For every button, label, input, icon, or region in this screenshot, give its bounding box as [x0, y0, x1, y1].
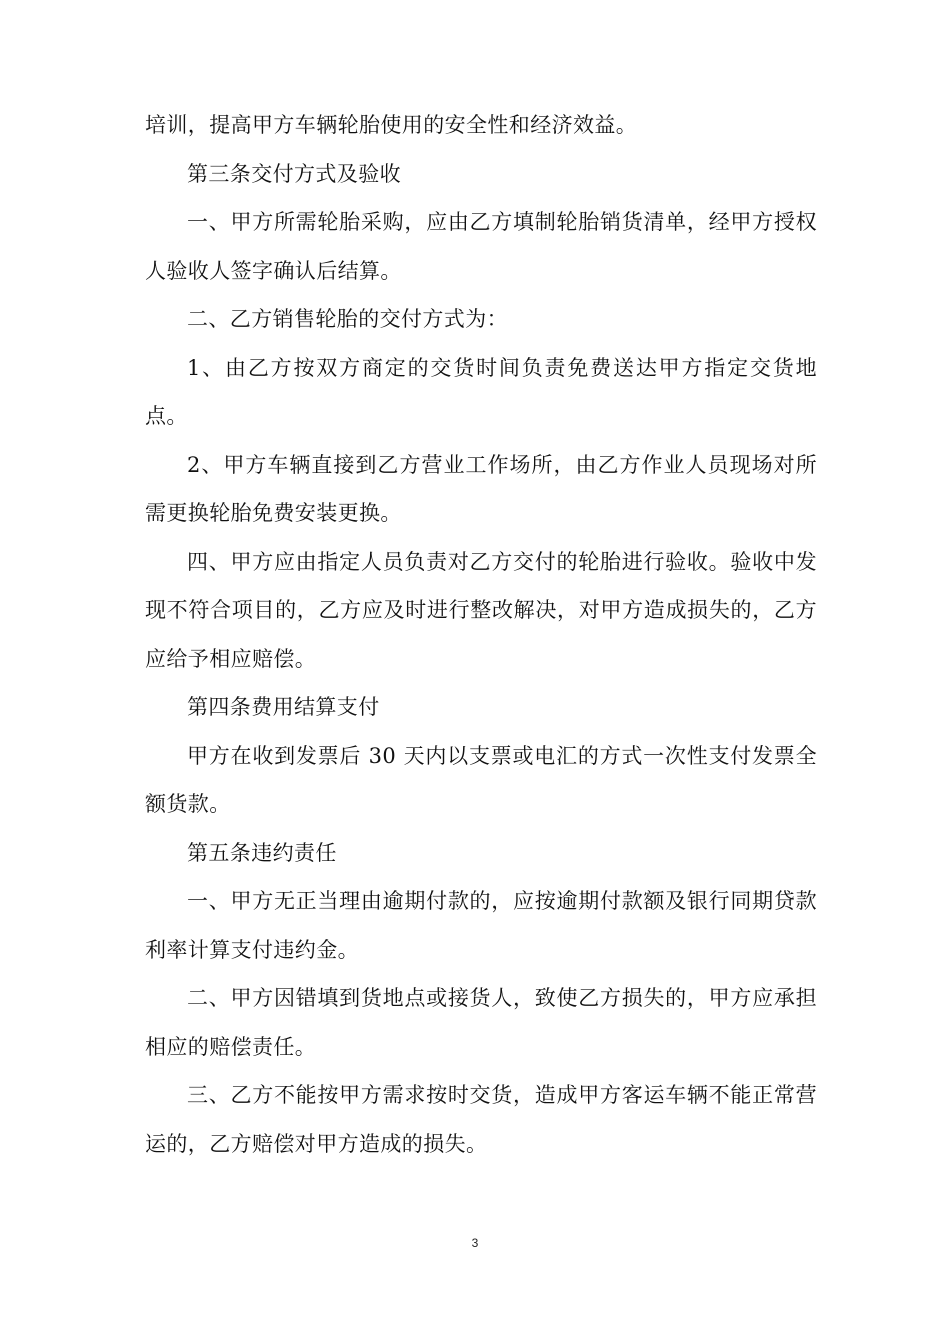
paragraph-delivery-method-1: 1、由乙方按双方商定的交货时间负责免费送达甲方指定交货地点。: [145, 355, 817, 428]
paragraph-liability-2: 二、甲方因错填到货地点或接货人，致使乙方损失的，甲方应承担相应的赔偿责任。: [145, 986, 817, 1059]
section-heading-article-5: 第五条违约责任: [187, 840, 337, 865]
paragraph-article-3-item-4: 四、甲方应由指定人员负责对乙方交付的轮胎进行验收。验收中发现不符合项目的，乙方应及时进行整改解决，对甲方造成损失的，乙方应给予相应赔偿。: [145, 549, 817, 671]
paragraph-article-3-item-1: 一、甲方所需轮胎采购，应由乙方填制轮胎销货清单，经甲方授权人验收人签字确认后结算。: [145, 210, 817, 283]
section-heading-article-3: 第三条交付方式及验收: [187, 161, 401, 186]
paragraph-continuation: 培训，提高甲方车辆轮胎使用的安全性和经济效益。: [145, 113, 638, 137]
paragraph-article-3-item-2: 二、乙方销售轮胎的交付方式为：: [187, 307, 508, 331]
paragraph-liability-1: 一、甲方无正当理由逾期付款的，应按逾期付款额及银行同期贷款利率计算支付违约金。: [145, 889, 817, 962]
page-number: 3: [471, 1236, 479, 1250]
paragraph-liability-3: 三、乙方不能按甲方需求按时交货，造成甲方客运车辆不能正常营运的，乙方赔偿对甲方造成的损失。: [145, 1083, 817, 1156]
paragraph-delivery-method-2: 2、甲方车辆直接到乙方营业工作场所，由乙方作业人员现场对所需更换轮胎免费安装更换。: [145, 452, 817, 525]
paragraph-payment-terms: 甲方在收到发票后 30 天内以支票或电汇的方式一次性支付发票全额货款。: [145, 743, 817, 816]
section-heading-article-4: 第四条费用结算支付: [187, 695, 380, 719]
document-body: [145, 101, 817, 1168]
